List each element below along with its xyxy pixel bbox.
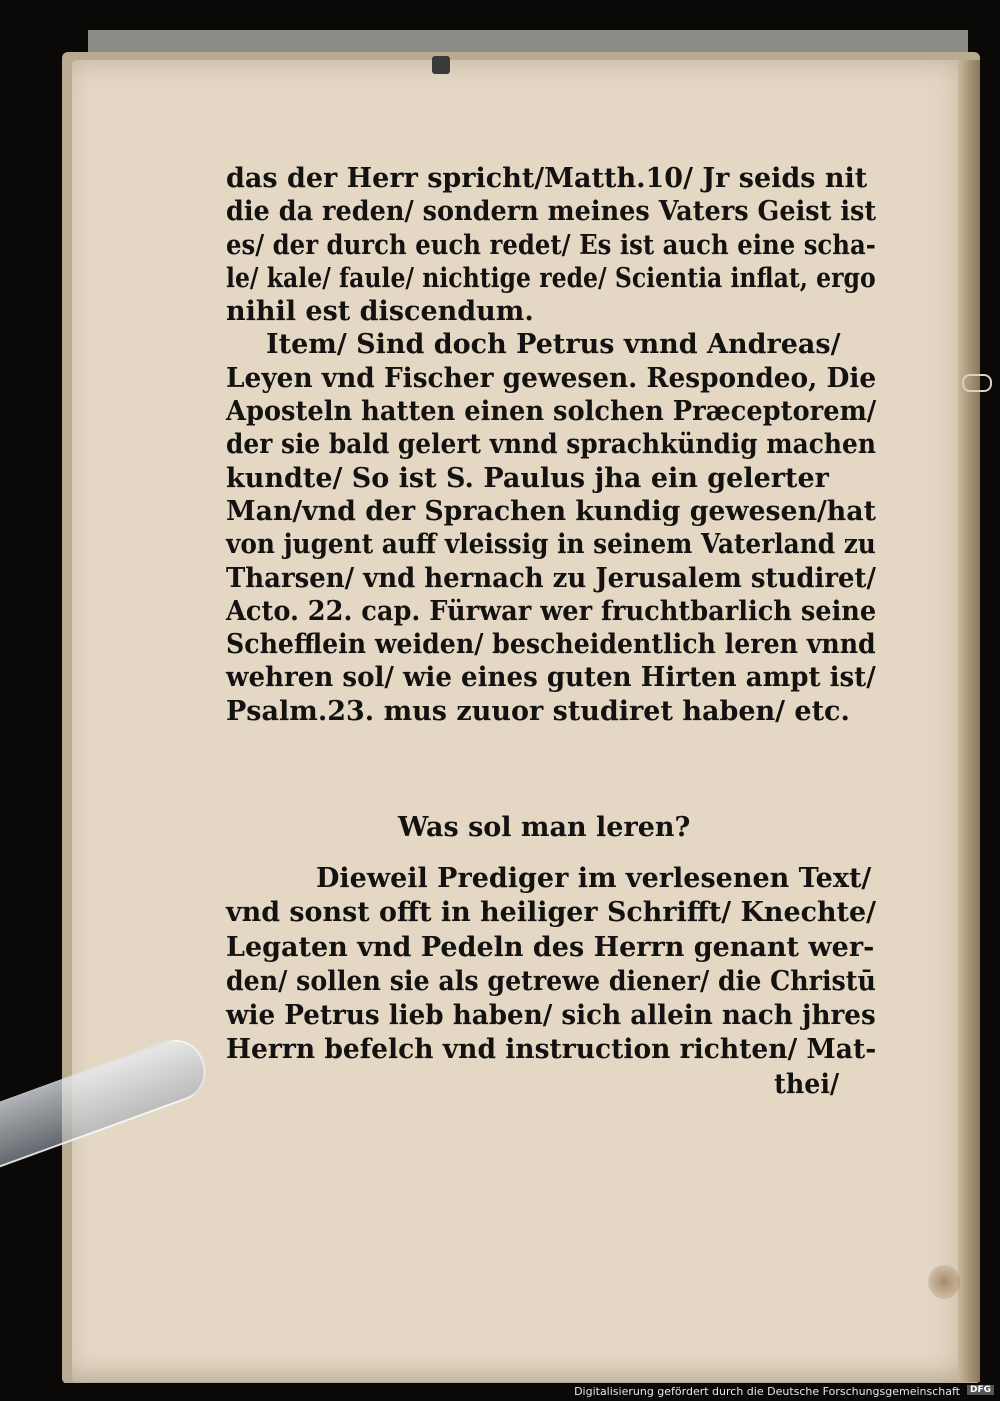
clip-icon <box>432 56 450 74</box>
paper-stain <box>928 1265 960 1299</box>
text-line: thei/ <box>774 1068 840 1100</box>
binding-thread <box>962 374 992 392</box>
footer-credit: Digitalisierung gefördert durch die Deutsche Forschungsgemeinschaft <box>574 1385 960 1398</box>
text-line: Psalm.23. mus zuuor studiret haben/ etc. <box>226 695 850 727</box>
text-line: Aposteln hatten einen solchen Præceptorem/ <box>226 396 877 428</box>
text-line: das der Herr spricht/Matth.10/ Jr seids nit <box>226 163 868 194</box>
text-block-upper <box>226 162 876 728</box>
dfg-logo: DFG <box>967 1385 994 1395</box>
text-line: wie Petrus lieb haben/ sich allein nach jhres <box>226 1000 876 1032</box>
text-line: den/ sollen sie als getrewe diener/ die Christū <box>226 965 876 997</box>
section-heading: Was sol man leren? <box>398 812 691 843</box>
book-top-edge <box>88 30 968 54</box>
text-line: von jugent auff vleissig in seinem Vaterland zu <box>226 529 876 561</box>
text-line: die da reden/ sondern meines Vaters Geist ist <box>226 196 877 228</box>
text-line: vnd sonst offt in heiliger Schrifft/ Knechte/ <box>226 897 876 929</box>
text-line: es/ der durch euch redet/ Es ist auch eine scha- <box>226 229 876 261</box>
text-line: Leyen vnd Fischer gewesen. Respondeo, Die <box>226 362 877 394</box>
page-gutter <box>958 60 980 1382</box>
text-line: Herrn befelch vnd instruction richten/ Mat- <box>226 1034 877 1066</box>
text-line: Legaten vnd Pedeln des Herrn genant wer- <box>226 931 875 963</box>
text-line: wehren sol/ wie eines guten Hirten ampt ist/ <box>226 662 876 694</box>
text-line: Dieweil Prediger im verlesenen Text/ <box>316 863 872 894</box>
text-line: le/ kale/ faule/ nichtige rede/ Scientia inflat, ergo <box>226 262 876 294</box>
text-line: Schefflein weiden/ bescheidentlich leren vnnd <box>226 629 876 661</box>
text-line: Tharsen/ vnd hernach zu Jerusalem studiret/ <box>226 562 877 594</box>
text-block-lower <box>226 862 876 1102</box>
text-line: nihil est discendum. <box>226 296 534 328</box>
text-line: Acto. 22. cap. Fürwar wer fruchtbarlich seine <box>226 595 877 627</box>
text-line: Item/ Sind doch Petrus vnnd Andreas/ <box>266 329 841 361</box>
text-line: der sie bald gelert vnnd sprachkündig machen <box>226 429 876 461</box>
text-line: Man/vnd der Sprachen kundig gewesen/hat <box>226 495 876 527</box>
text-line: kundte/ So ist S. Paulus jha ein gelerter <box>226 462 829 494</box>
